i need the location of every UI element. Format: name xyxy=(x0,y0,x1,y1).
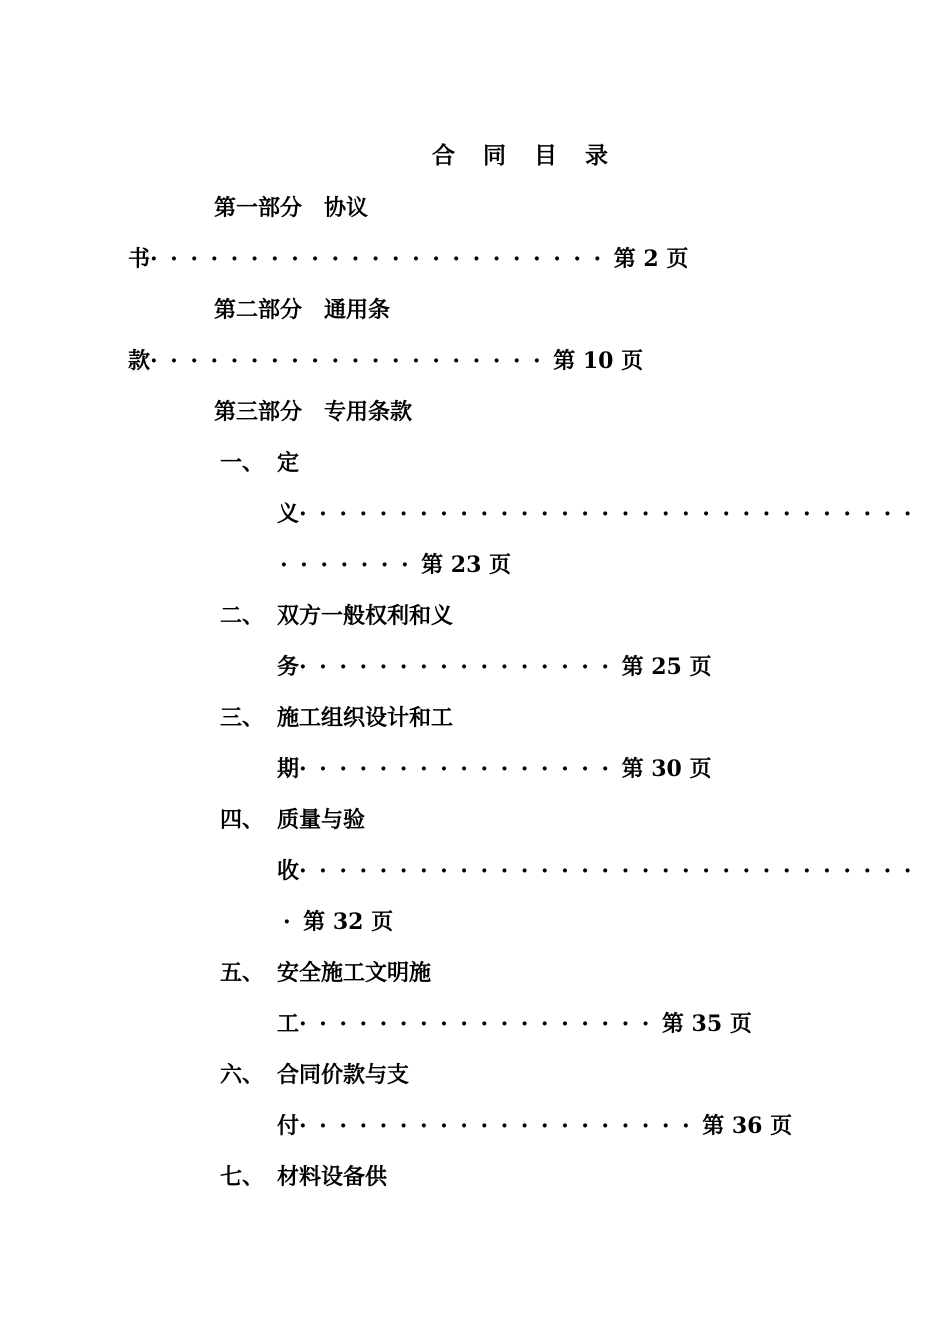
section-4-page-number: 第 32 页 xyxy=(303,909,394,935)
section-4-text: 质量与验 xyxy=(277,807,366,833)
section-4-number: 四、 xyxy=(220,807,265,833)
leader-dots: ······························· xyxy=(299,501,924,527)
section-6-cont: 付 xyxy=(277,1113,300,1139)
section-1-entry-line-2 xyxy=(280,550,511,580)
section-2-heading xyxy=(220,601,620,631)
section-5-entry-line xyxy=(277,1009,752,1039)
leader-dots: ······· xyxy=(280,552,422,578)
section-1-entry-line xyxy=(277,499,924,529)
part-2-entry-line xyxy=(128,346,643,376)
section-4-heading xyxy=(220,805,620,835)
part-2-tail: 款 xyxy=(128,348,151,374)
section-1-page-number: 第 23 页 xyxy=(421,552,512,578)
section-2-cont: 务 xyxy=(277,654,300,680)
section-3-heading xyxy=(220,703,620,733)
section-3-page-number: 第 30 页 xyxy=(621,756,712,782)
page-title: 合 同 目 录 xyxy=(431,142,619,169)
leader-dots: ······················· xyxy=(150,246,614,272)
section-1-cont: 义 xyxy=(277,501,300,527)
section-1-number: 一、 xyxy=(220,450,265,476)
leader-dots: · xyxy=(283,909,304,935)
leader-dots: ···················· xyxy=(150,348,554,374)
section-6-entry-line xyxy=(277,1111,792,1141)
part-2-heading-text: 第二部分 通用条 xyxy=(214,297,391,323)
leader-dots: ···················· xyxy=(299,1113,703,1139)
part-3-heading xyxy=(214,397,412,427)
part-1-tail: 书 xyxy=(128,246,151,272)
part-1-heading xyxy=(214,193,368,223)
section-6-page-number: 第 36 页 xyxy=(702,1113,793,1139)
section-3-entry-line xyxy=(277,754,712,784)
section-1-text: 定 xyxy=(277,450,300,476)
leader-dots: ················ xyxy=(299,654,622,680)
section-2-text: 双方一般权利和义 xyxy=(277,603,454,629)
section-5-cont: 工 xyxy=(277,1011,300,1037)
section-2-number: 二、 xyxy=(220,603,265,629)
section-3-cont: 期 xyxy=(277,756,300,782)
section-3-number: 三、 xyxy=(220,705,265,731)
leader-dots: ················ xyxy=(299,756,622,782)
section-4-entry-line-2 xyxy=(283,907,393,937)
section-2-entry-line xyxy=(277,652,712,682)
part-2-page-number: 第 10 页 xyxy=(553,348,644,374)
part-1-entry-line xyxy=(128,244,688,274)
part-1-page-number: 第 2 页 xyxy=(613,246,689,272)
section-5-heading xyxy=(220,958,620,988)
section-2-page-number: 第 25 页 xyxy=(621,654,712,680)
section-7-number: 七、 xyxy=(220,1164,265,1190)
part-1-heading-text: 第一部分 协议 xyxy=(214,195,369,221)
section-4-cont: 收 xyxy=(277,858,300,884)
part-3-heading-text: 第三部分 专用条款 xyxy=(214,399,413,425)
section-5-number: 五、 xyxy=(220,960,265,986)
section-5-text: 安全施工文明施 xyxy=(277,960,432,986)
part-2-heading xyxy=(214,295,390,325)
section-4-entry-line xyxy=(277,856,924,886)
section-1-heading xyxy=(220,448,620,478)
section-5-page-number: 第 35 页 xyxy=(661,1011,752,1037)
section-7-heading xyxy=(220,1162,620,1192)
section-6-text: 合同价款与支 xyxy=(277,1062,410,1088)
leader-dots: ······························· xyxy=(299,858,924,884)
section-6-heading xyxy=(220,1060,620,1090)
leader-dots: ·················· xyxy=(299,1011,662,1037)
section-6-number: 六、 xyxy=(220,1062,265,1088)
section-7-text: 材料设备供 xyxy=(277,1164,388,1190)
section-3-text: 施工组织设计和工 xyxy=(277,705,454,731)
